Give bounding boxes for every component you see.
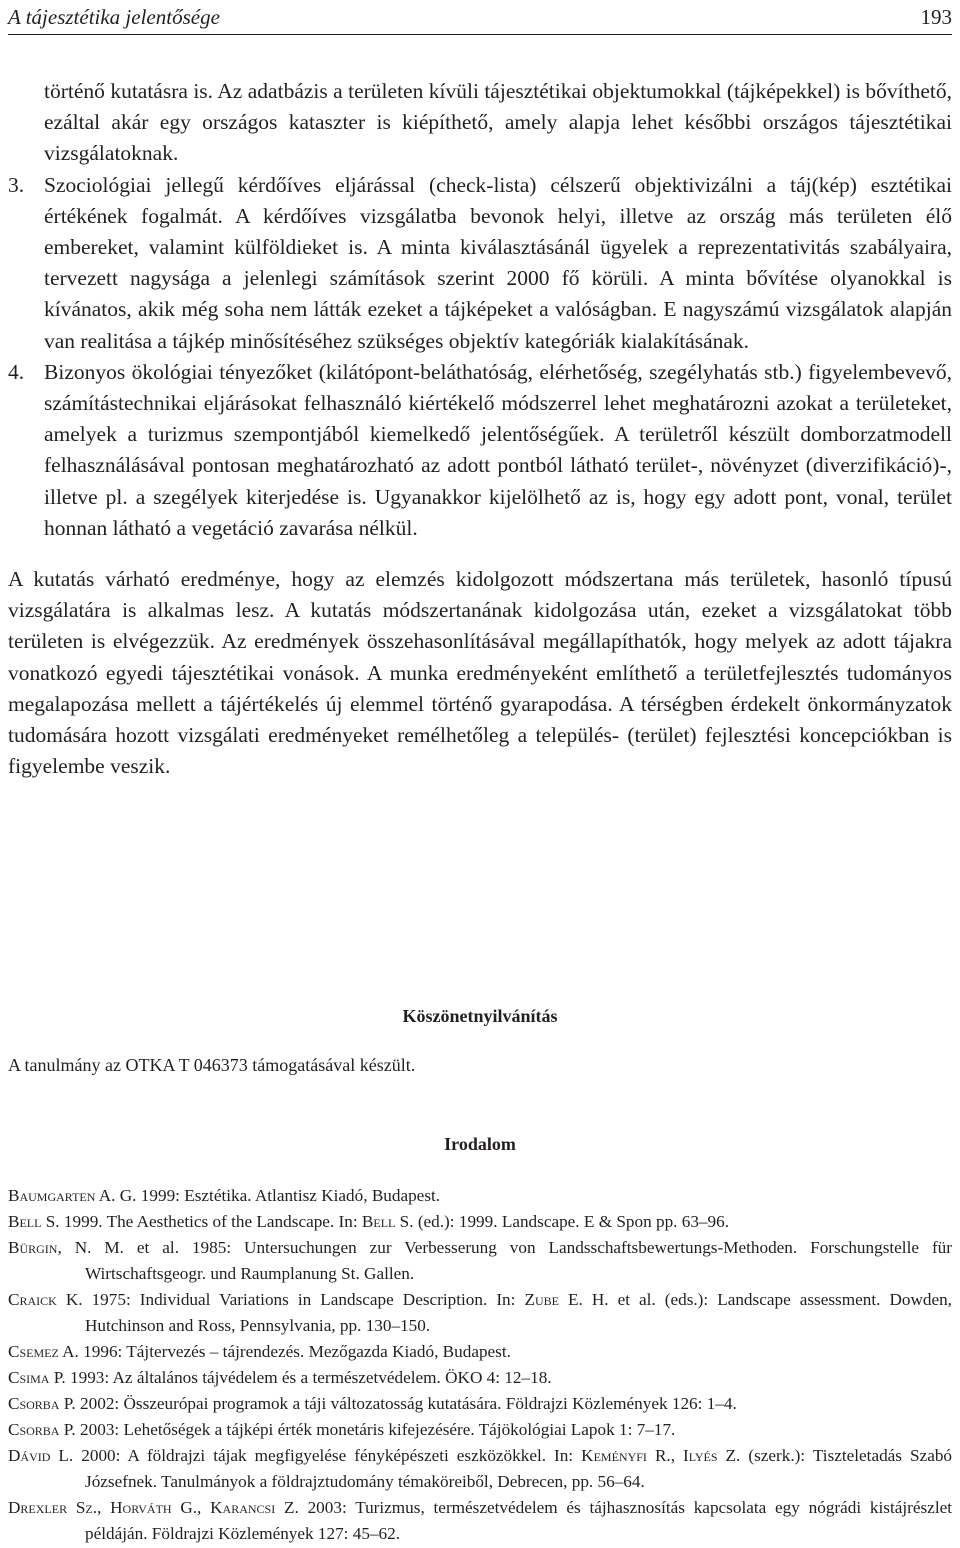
reference-author: Dávid L. — [8, 1446, 74, 1465]
page-number: 193 — [920, 4, 952, 29]
reference-item — [8, 1235, 952, 1287]
running-head — [8, 0, 952, 35]
continued-paragraph: történő kutatásra is. Az adatbázis a területen kívüli tájesztétikai objektumokkal (tájképekkel) is bővíthető, ezáltal akár egy országos kataszter is kiépíthető, amely alapja lehet későbbi országos tájesztétikai vizsgálatoknak. — [44, 79, 952, 166]
reference-item — [8, 1443, 952, 1495]
numbered-item — [8, 170, 952, 357]
reference-text-cont: (ed.): 1999. Landscape. E & Spon pp. 63–96. — [413, 1212, 730, 1231]
main-text — [8, 76, 952, 782]
reference-item — [8, 1417, 952, 1443]
item-number: 3. — [8, 172, 25, 197]
reference-author: Drexler Sz., Horváth G., Karancsi Z. — [8, 1498, 299, 1517]
reference-text: 2002: Összeurópai programok a táji változatosság kutatására. Földrajzi Közlemények 126: 1–4. — [75, 1394, 737, 1413]
reference-author: Bell S. — [8, 1212, 60, 1231]
item-text: Bizonyos ökológiai tényezőket (kilátópont-beláthatóság, elérhetőség, szegélyhatás stb.) figyelembevevő, számítástechnikai eljárásokat felhasználó kiértékelő módszerrel lehet meghatározni azokat a területeket, amelyek a turizmus szempontjából kiemelkedő jelentőségűek. A területről készült domborzatmodell felhasználásával pontosan meghatározható az adott pontból látható terület-, növényzet (diverzifikáció)-, illetve pl. a szegélyek kiterjedése is. Ugyanakkor kijelölhető az is, hogy egy adott pont, vonal, terület honnan látható a vegetáció zavarása nélkül. — [44, 359, 952, 540]
references-heading: Irodalom — [444, 1134, 516, 1154]
reference-text-cont: (szerk.): Tiszteletadás Szabó Józsefnek. Tanulmányok a földrajztudomány témaköreiből, Debrecen, pp. 56–64. — [85, 1446, 953, 1491]
reference-editor: Zube E. H. — [524, 1290, 609, 1309]
reference-item — [8, 1495, 952, 1547]
reference-text: 2003: Lehetőségek a tájképi érték monetáris kifejezésére. Tájökológiai Lapok 1: 7–17. — [75, 1420, 676, 1439]
reference-author: Baumgarten A. G. — [8, 1186, 137, 1205]
reference-author: Csorba P. — [8, 1420, 76, 1439]
reference-text: et al. 1985: Untersuchungen zur Verbesserung von Landsschaftsbewertungs-Methoden. Forschungstelle für Wirtschaftsgeogr. und Raumplanung St. Gallen. — [85, 1238, 952, 1283]
reference-author: Csemez A. — [8, 1342, 79, 1361]
reference-text: 1999: Esztétika. Atlantisz Kiadó, Budapest. — [136, 1186, 441, 1205]
reference-item — [8, 1365, 952, 1391]
reference-text: 2003: Turizmus, természetvédelem és tájhasznosítás kapcsolata egy nógrádi kistájrészlet példáján. Földrajzi Közlemények 127: 45–62. — [85, 1498, 952, 1543]
reference-author: Bürgin, N. M. — [8, 1238, 124, 1257]
reference-editor: Bell S. — [361, 1212, 414, 1231]
reference-item — [8, 1391, 952, 1417]
acknowledgement-heading: Köszönetnyilvánítás — [402, 1006, 558, 1026]
reference-text: 2000: A földrajzi tájak megfigyelése fényképészeti eszközökkel. In: — [73, 1446, 582, 1465]
item-text: Szociológiai jellegű kérdőíves eljárással (check-lista) célszerű objektivizálni a táj(kép) esztétikai értékének fogalmát. A kérdőíves vizsgálatba bevonok helyi, illetve az ország más területen élő embereket, valamint külföldieket is. A minta kiválasztásánál ügyelek a reprezentativitás szabályaira, tervezett nagysága a jelenlegi számítások szerint 2000 fő körüli. A minta bővítése olyanokkal is kívánatos, akik még soha nem látták ezeket a tájképeket a valóságban. E nagyszámú vizsgálatok alapján van realitása a tájkép minősítéséhez szükséges objektív kategóriák kialakításának. — [44, 172, 952, 353]
reference-editor: Keményfi R., Ilyés Z. — [581, 1446, 741, 1465]
reference-item — [8, 1209, 952, 1235]
reference-author: Craick K. — [8, 1290, 83, 1309]
reference-text-cont: et al. (eds.): Landscape assessment. Dowden, Hutchinson and Ross, Pennsylvania, pp. 130–150. — [85, 1290, 952, 1335]
item-number: 4. — [8, 359, 25, 384]
reference-text: 1996: Tájtervezés – tájrendezés. Mezőgazda Kiadó, Budapest. — [78, 1342, 511, 1361]
reference-item — [8, 1339, 952, 1365]
reference-text: 1993: Az általános tájvédelem és a természetvédelem. ÖKO 4: 12–18. — [65, 1368, 552, 1387]
reference-text: 1999. The Aesthetics of the Landscape. In: — [59, 1212, 362, 1231]
numbered-item — [8, 357, 952, 544]
reference-author: Csima P. — [8, 1368, 66, 1387]
reference-list — [8, 1183, 952, 1547]
reference-text: 1975: Individual Variations in Landscape Description. In: — [82, 1290, 525, 1309]
reference-author: Csorba P. — [8, 1394, 76, 1413]
reference-item — [8, 1287, 952, 1339]
conclusion-paragraph: A kutatás várható eredménye, hogy az elemzés kidolgozott módszertana más területek, hasonló típusú vizsgálatára is alkalmas lesz. A kutatás módszertanának kidolgozása után, ezeket a vizsgálatokat több területen is elvégezzük. Az eredmények összehasonlításával megállapíthatók, hogy melyek az adott tájakra vonatkozó egyedi tájesztétikai vonások. A munka eredményeként említhető a területfejlesztés tudományos megalapozása mellett a tájértékelés új elemmel történő gyarapodása. A térségben érdekelt önkormányzatok tudomására hozott vizsgálati eredményeket remélhetőleg a település- (terület) fejlesztési koncepciókban is figyelembe veszik. — [8, 567, 952, 779]
acknowledgement-text: A tanulmány az OTKA T 046373 támogatásával készült. — [8, 1055, 416, 1075]
running-title: A tájesztétika jelentősége — [8, 4, 220, 29]
reference-item — [8, 1183, 952, 1209]
